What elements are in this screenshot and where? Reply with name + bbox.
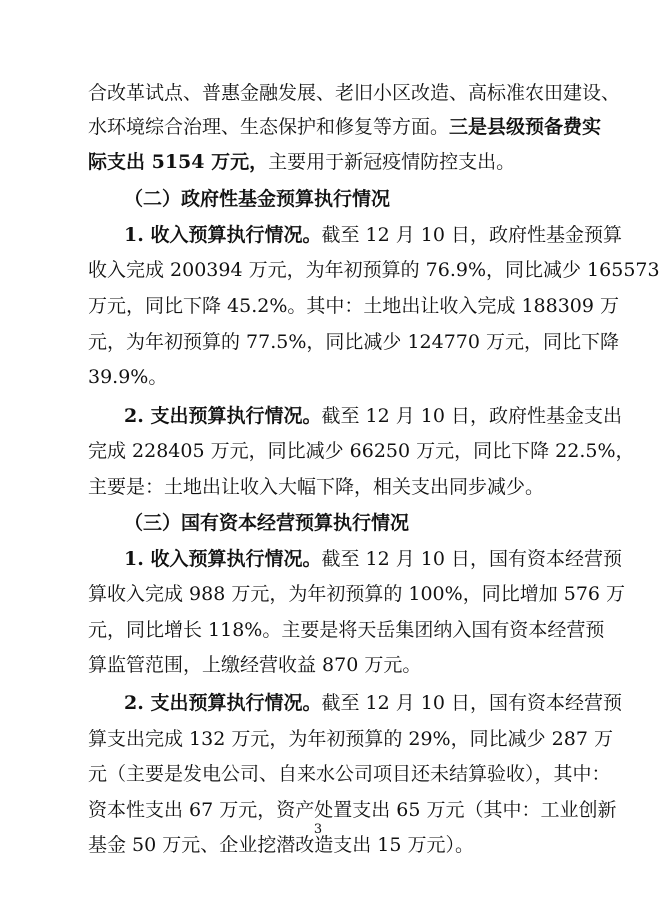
text-line <box>88 728 613 750</box>
text-line <box>124 548 622 570</box>
text-segment: 截至 12 月 10 日，国有资本经营预 <box>321 548 622 570</box>
text-segment: 截至 12 月 10 日，政府性基金预算 <box>321 224 622 246</box>
text-line <box>88 654 558 676</box>
text-segment: 元（主要是发电公司、自来水公司项目还未结算验收），其中： <box>88 763 611 785</box>
bold-text-segment: 2. 支出预算执行情况。 <box>124 405 322 427</box>
bold-text-segment: 际支出 5154 万元， <box>88 151 269 173</box>
text-segment: 算支出完成 132 万元，为年初预算的 29%，同比减少 287 万 <box>88 728 613 750</box>
text-line <box>88 619 605 641</box>
bold-text-segment: （二）政府性基金预算执行情况 <box>124 188 391 210</box>
text-segment: 合改革试点、普惠金融发展、老旧小区改造、高标准农田建设、 <box>88 82 621 104</box>
text-segment: 39.9%。 <box>88 366 168 388</box>
text-line <box>124 692 622 714</box>
text-line <box>88 259 660 281</box>
text-segment: 主要是：土地出让收入大幅下降，相关支出同步减少。 <box>88 476 545 498</box>
text-line <box>88 763 611 785</box>
text-line <box>88 583 626 605</box>
text-segment: 截至 12 月 10 日，政府性基金支出 <box>321 405 622 427</box>
text-line <box>88 440 635 462</box>
bold-text-segment: 1. 收入预算执行情况。 <box>124 224 322 246</box>
text-line <box>88 116 602 138</box>
text-segment: 主要用于新冠疫情防控支出。 <box>268 151 516 173</box>
bold-text-segment: 1. 收入预算执行情况。 <box>124 548 322 570</box>
text-segment: 算监管范围，上缴经营收益 870 万元。 <box>88 654 422 676</box>
text-line <box>88 82 621 104</box>
text-segment: 算收入完成 988 万元，为年初预算的 100%，同比增加 576 万 <box>88 583 626 605</box>
text-segment: 元，为年初预算的 77.5%，同比减少 124770 万元，同比下降 <box>88 331 620 353</box>
text-line <box>124 224 622 246</box>
text-segment: 收入完成 200394 万元，为年初预算的 76.9%，同比减少 165573 <box>88 259 660 281</box>
text-segment: 截至 12 月 10 日，国有资本经营预 <box>321 692 622 714</box>
text-line <box>88 295 620 317</box>
text-segment: 资本性支出 67 万元，资产处置支出 65 万元（其中：工业创新 <box>88 799 617 821</box>
text-segment: 基金 50 万元、企业挖潜改造支出 15 万元）。 <box>88 834 475 856</box>
text-line <box>88 476 558 498</box>
text-segment: 完成 228405 万元，同比减少 66250 万元，同比下降 22.5%， <box>88 440 635 462</box>
text-segment: 水环境综合治理、生态保护和修复等方面。 <box>88 116 450 138</box>
bold-text-segment: 2. 支出预算执行情况。 <box>124 692 322 714</box>
text-segment: 万元，同比下降 45.2%。其中：土地出让收入完成 188309 万 <box>88 295 620 317</box>
text-line <box>88 331 620 353</box>
text-line <box>88 366 558 388</box>
text-line <box>124 405 622 427</box>
page-number: 3 <box>313 822 323 837</box>
text-segment: 元，同比增长 118%。主要是将天岳集团纳入国有资本经营预 <box>88 619 605 641</box>
text-line <box>88 151 558 173</box>
text-line <box>124 188 558 210</box>
text-line <box>124 512 558 534</box>
text-line <box>88 799 617 821</box>
bold-text-segment: 三是县级预备费实 <box>449 116 602 138</box>
bold-text-segment: （三）国有资本经营预算执行情况 <box>124 512 410 534</box>
